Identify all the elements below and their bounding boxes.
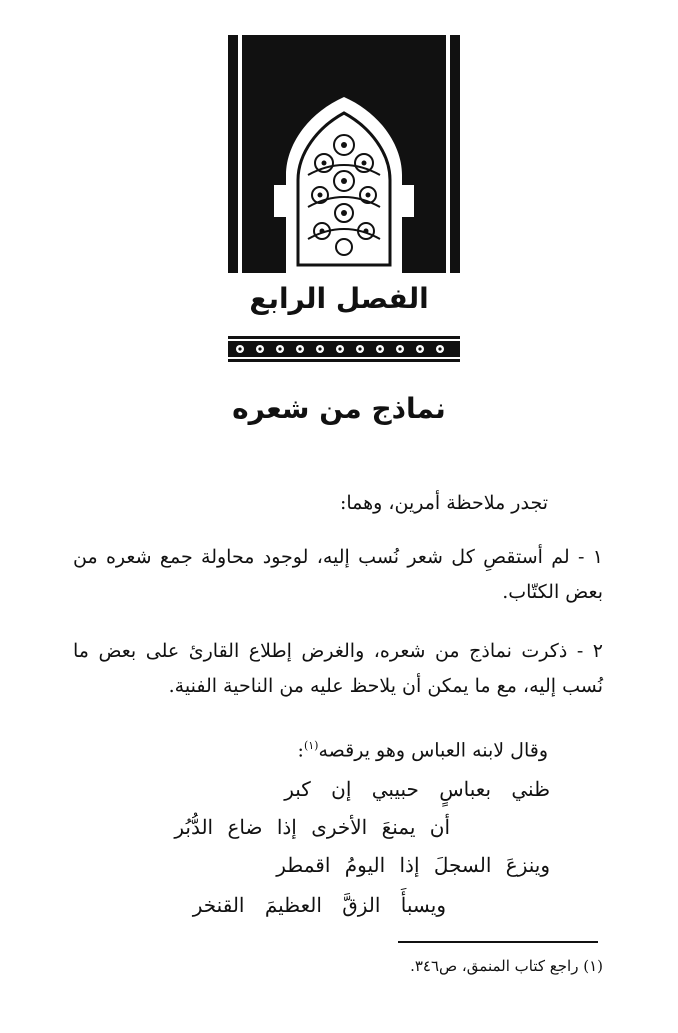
footnote-ref: (١)	[303, 739, 319, 752]
poem-line: ويسبأَ الزقَّ العظيمَ القنخر	[192, 893, 446, 917]
arch-emblem-icon	[228, 35, 460, 273]
footnote-divider	[398, 941, 598, 943]
point-one-paragraph: ١ - لم أستقصِ كل شعر نُسب إليه، لوجود محاولة جمع شعره من بعض الكتّاب.	[73, 546, 603, 603]
poem-line: أن يمنعَ الأخرى إذا ضاع الدُّبُر	[174, 815, 450, 839]
section-title: نماذج من شعره	[232, 392, 446, 425]
ornament-band-icon	[228, 336, 460, 362]
poem-line: ظني بعباسٍ حبيبي إن كبر	[284, 777, 550, 801]
poem-intro-text: وقال لابنه العباس وهو يرقصه	[318, 739, 548, 762]
footnote-text: (١) راجع كتاب المنمق، ص٣٤٦.	[410, 957, 603, 975]
intro-paragraph: تجدر ملاحظة أمرين، وهما:	[339, 492, 548, 514]
poem-intro-paragraph	[18, 728, 548, 768]
poem-intro-colon: :	[297, 739, 304, 762]
point-two-paragraph: ٢ - ذكرت نماذج من شعره، والغرض إطلاع القارئ على بعض ما نُسب إليه، مع ما يمكن أن يلاحظ عليه من الناحية الفنية.	[73, 640, 603, 697]
chapter-title: الفصل الرابع	[249, 282, 429, 315]
poem-line: وينزعَ السجلَ إذا اليومُ اقمطر	[276, 853, 550, 877]
